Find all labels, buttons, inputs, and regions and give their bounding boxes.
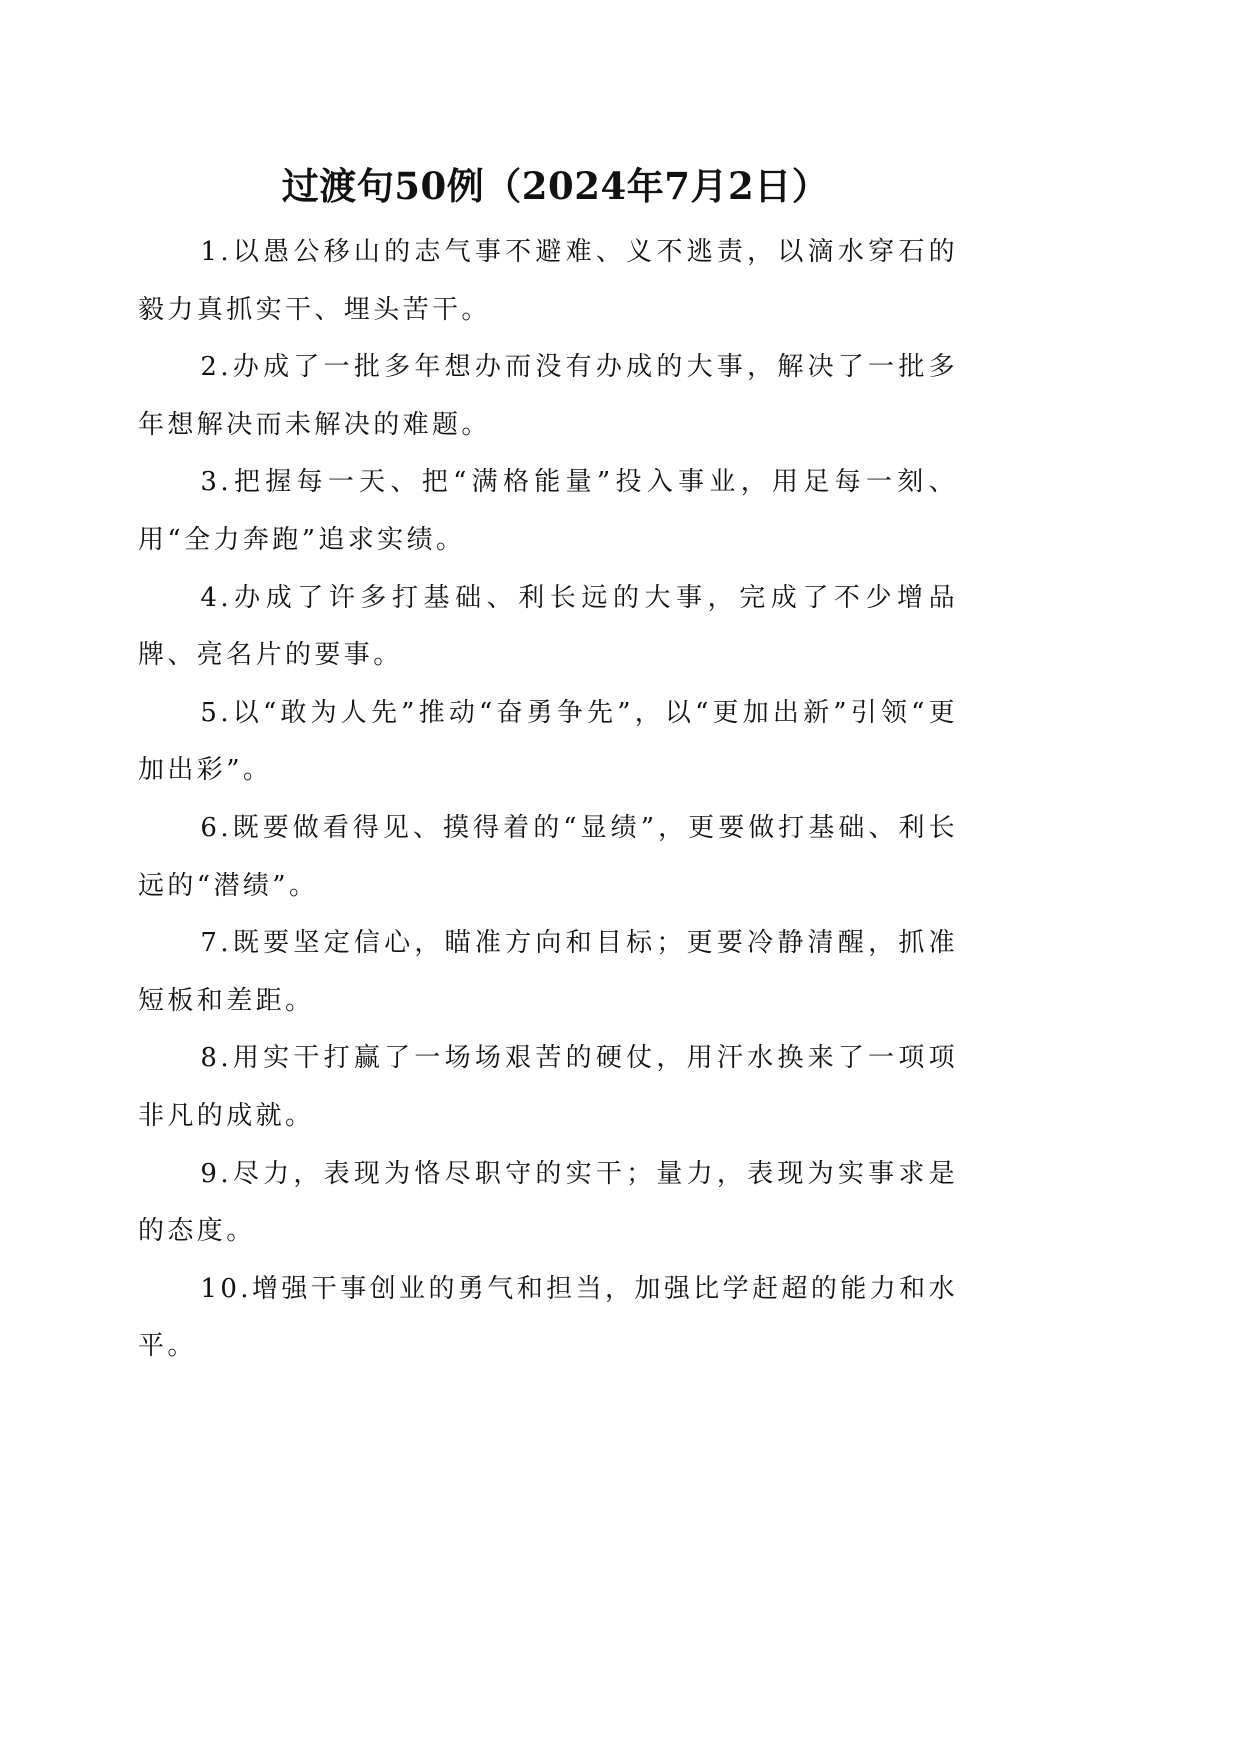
list-item: 7.既要坚定信心，瞄准方向和目标；更要冷静清醒，抓准短板和差距。 (138, 928, 958, 1016)
list-item: 10.增强干事创业的勇气和担当，加强比学赶超的能力和水平。 (138, 1273, 958, 1362)
list-item: 1.以愚公移山的志气事不避难、义不逃责，以滴水穿石的毅力真抓实干、埋头苦干。 (138, 237, 958, 325)
list-item: 8.用实干打赢了一场场艰苦的硬仗，用汗水换来了一项项非凡的成就。 (138, 1043, 958, 1131)
document-title: 过渡句50例（2024年7月2日） (281, 164, 830, 208)
list-item: 9.尽力，表现为恪尽职守的实干；量力，表现为实事求是的态度。 (138, 1158, 958, 1247)
document-body (138, 224, 958, 1376)
list-item: 3.把握每一天、把“满格能量”投入事业，用足每一刻、用“全力奔跑”追求实绩。 (138, 467, 958, 555)
list-item: 5.以“敢为人先”推动“奋勇争先”，以“更加出新”引领“更加出彩”。 (138, 697, 958, 786)
list-item: 2.办成了一批多年想办而没有办成的大事，解决了一批多年想解决而未解决的难题。 (138, 352, 958, 440)
list-item: 4.办成了许多打基础、利长远的大事，完成了不少增品牌、亮名片的要事。 (138, 582, 958, 671)
list-item: 6.既要做看得见、摸得着的“显绩”，更要做打基础、利长远的“潜绩”。 (138, 812, 958, 901)
